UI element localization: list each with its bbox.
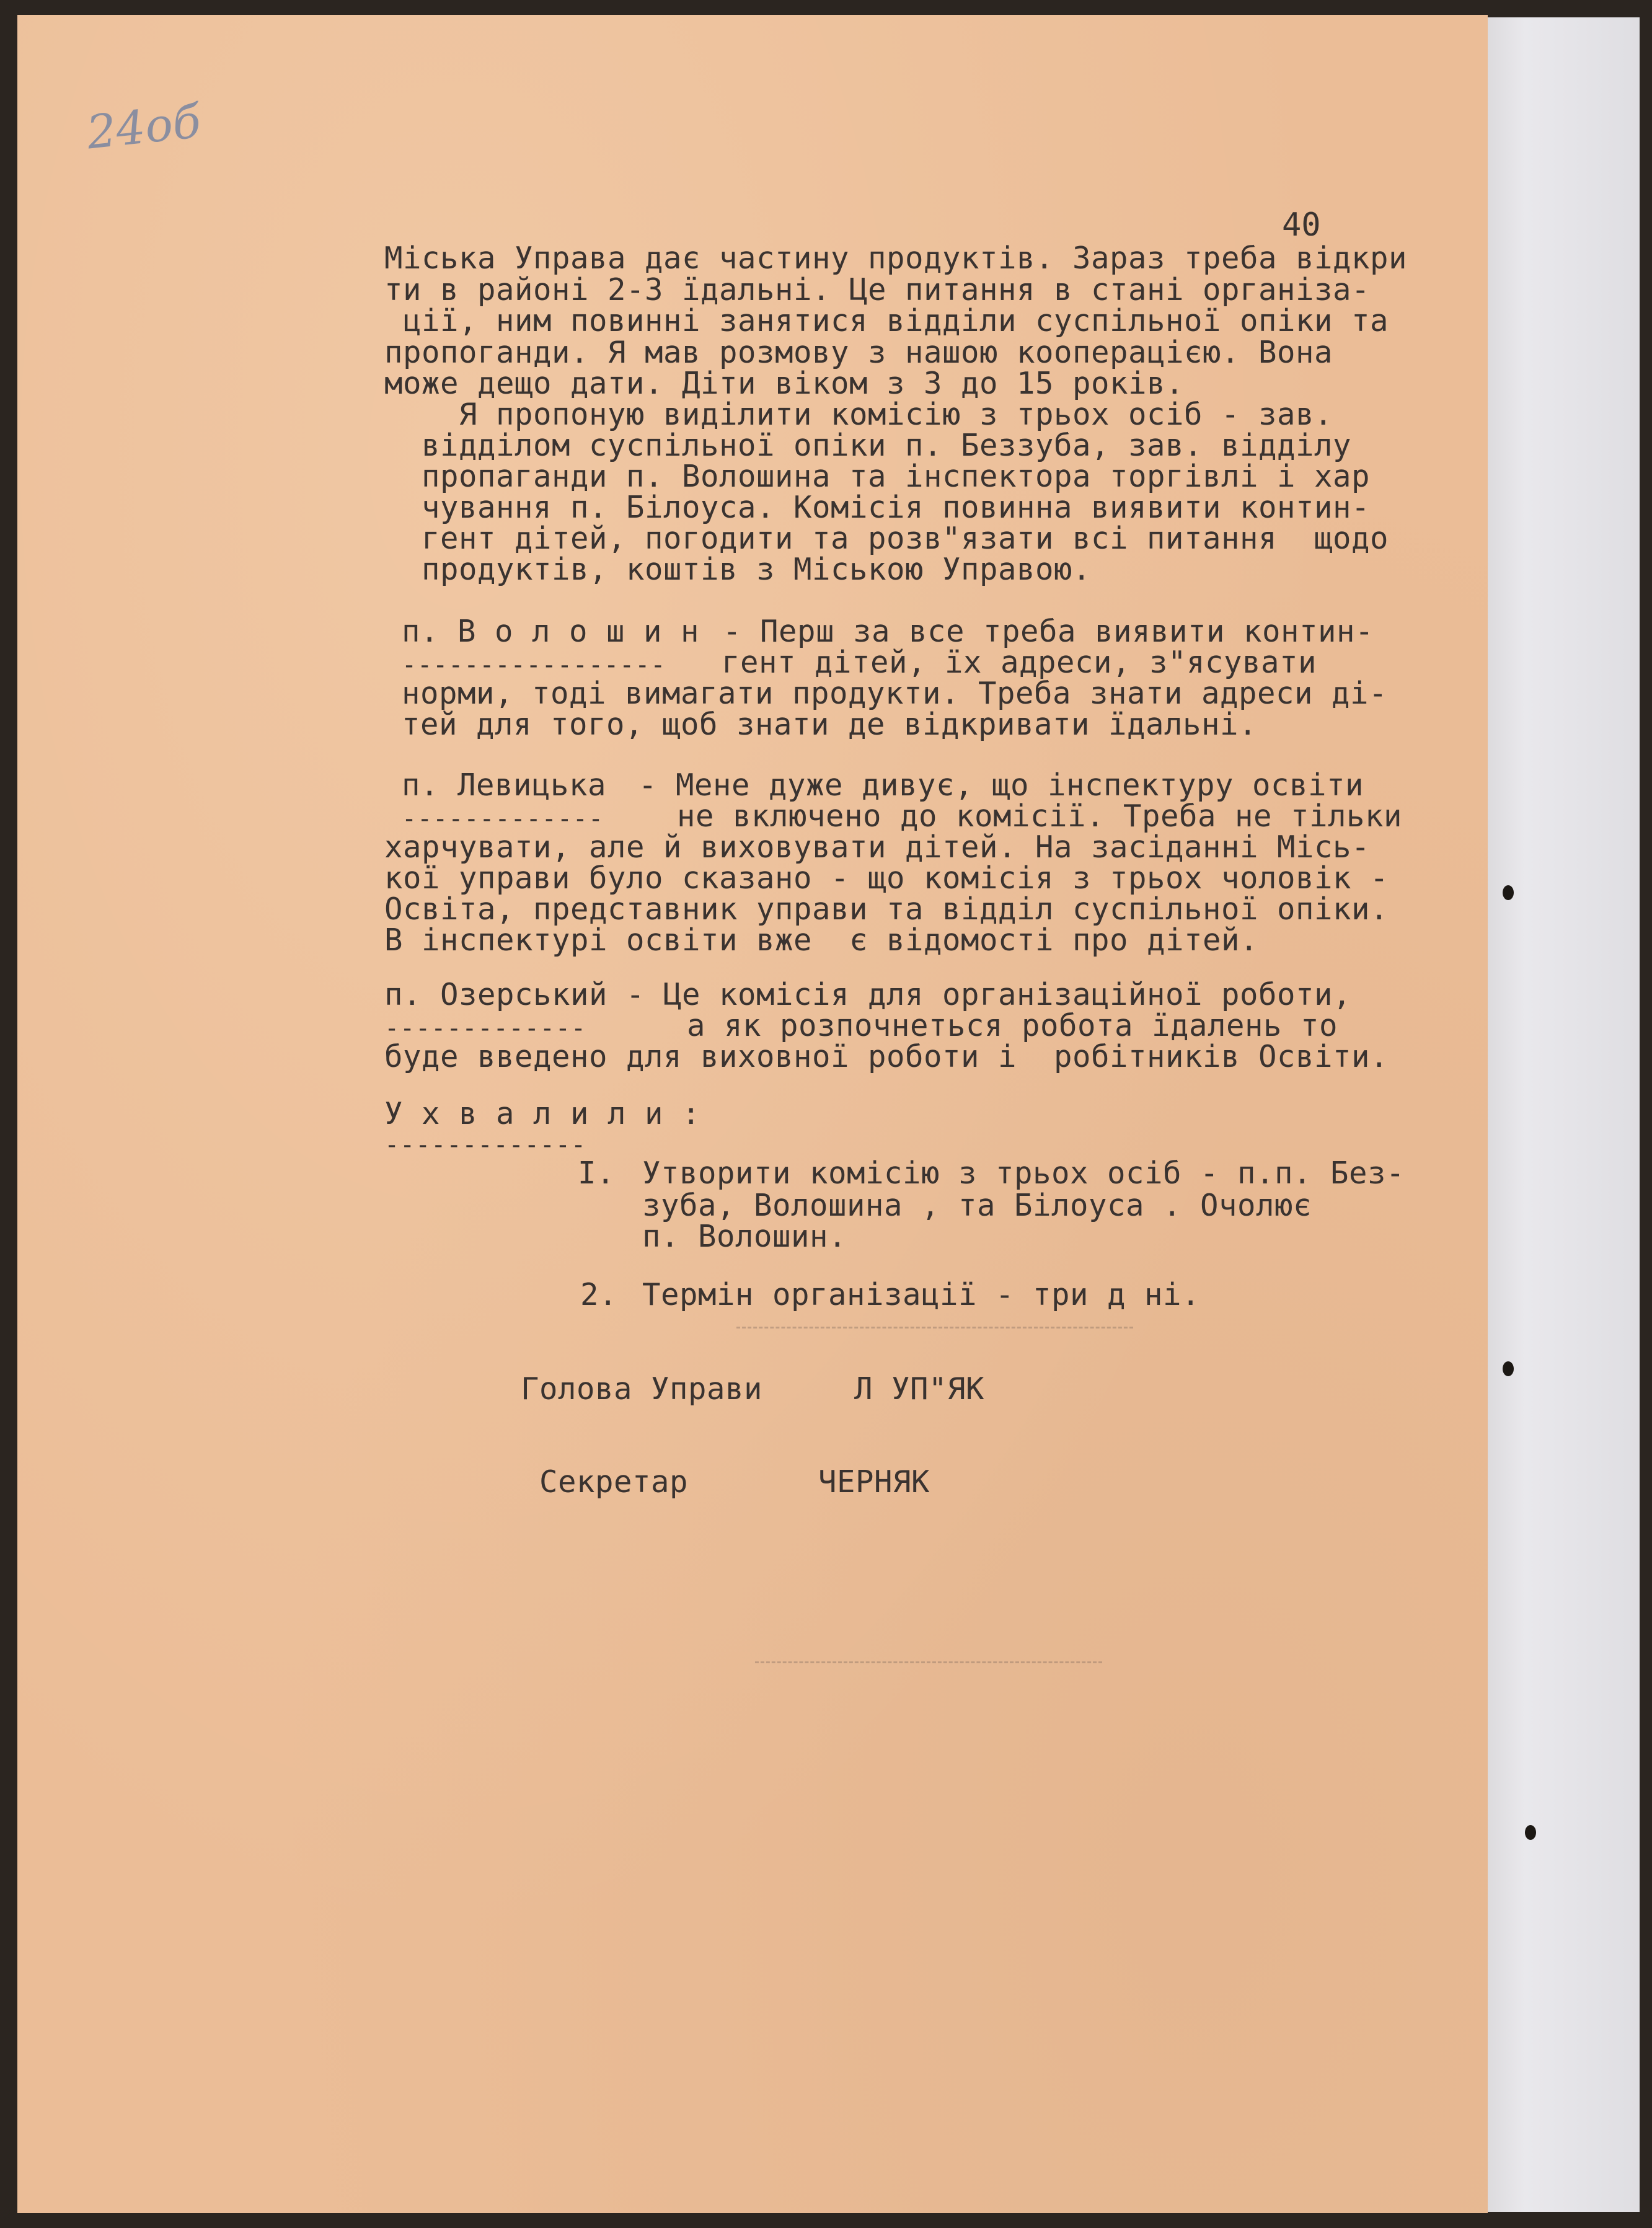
- speaker-name: п. В о л о ш и н: [402, 614, 700, 649]
- text-line: зуба, Волошина , та Білоуса . Очолює: [642, 1188, 1312, 1223]
- text-line: ти в районі 2-3 їдальні. Це питання в стані організа-: [384, 272, 1371, 307]
- speaker-underline: -----------------: [402, 651, 666, 679]
- text-line: Освіта, представник управи та відділ суспільної опіки.: [384, 891, 1389, 927]
- text-line: пропоганди. Я мав розмову з нашою кооперацією. Вона: [384, 335, 1333, 370]
- resolution-heading: У х в а л и л и :: [384, 1096, 701, 1131]
- text-line: В інспектурі освіти вже є відомості про дітей.: [384, 922, 1259, 958]
- text-line: - Мене дуже дивує, що інспектуру освіти: [620, 767, 1364, 803]
- resolution-item-number: I.: [578, 1156, 616, 1191]
- text-line: не включено до комісії. Треба не тільки: [677, 798, 1403, 834]
- text-line: тей для того, щоб знати де відкривати їдальні.: [402, 707, 1258, 742]
- archive-folio-number: 24об: [84, 94, 203, 160]
- text-line: Утворити комісію з трьох осіб - п.п. Без-: [642, 1156, 1405, 1191]
- text-line: чування п. Білоуса. Комісія повинна виявити контин-: [384, 490, 1371, 525]
- secretary-title: Секретар: [539, 1464, 689, 1500]
- faint-separator: [736, 1327, 1133, 1328]
- text-line: буде введено для виховної роботи і робітників Освіти.: [384, 1039, 1389, 1074]
- text-line: Термін організації - три д ні.: [642, 1277, 1201, 1312]
- speaker-underline: -------------: [384, 1014, 587, 1043]
- paper-sheet: [17, 15, 1488, 2213]
- chair-name: Л УП"ЯК: [854, 1371, 985, 1407]
- speaker-name: п. Озерський: [384, 977, 608, 1012]
- resolution-heading-underline: -------------: [384, 1131, 587, 1159]
- text-line: відділом суспільної опіки п. Беззуба, зав. відділу: [384, 428, 1352, 463]
- backing-sheet: [1475, 17, 1640, 2212]
- text-line: може дещо дати. Діти віком з 3 до 15 років.: [384, 366, 1185, 401]
- text-line: продуктів, коштів з Міською Управою.: [384, 552, 1092, 587]
- secretary-name: ЧЕРНЯК: [818, 1464, 930, 1500]
- text-line: п. Волошин.: [642, 1219, 847, 1254]
- speaker-name: п. Левицька: [402, 767, 607, 803]
- text-line: а як розпочнеться робота їдалень то: [687, 1008, 1338, 1043]
- text-line: - Це комісія для організаційної роботи,: [607, 977, 1352, 1012]
- text-line: Я пропоную виділити комісію з трьох осіб - зав.: [384, 397, 1333, 432]
- text-line: ції, ним повинні занятися відділи суспільної опіки та: [384, 303, 1389, 338]
- faint-separator: [755, 1661, 1102, 1663]
- text-line: Міська Управа дає частину продуктів. Зараз треба відкри: [384, 241, 1408, 276]
- text-line: кої управи було сказано - що комісія з трьох чоловік -: [384, 860, 1389, 896]
- resolution-item-number: 2.: [580, 1277, 618, 1312]
- binding-hole: [1503, 885, 1514, 900]
- chair-title: Голова Управи: [521, 1371, 763, 1407]
- speaker-underline: -------------: [402, 805, 604, 833]
- text-line: харчувати, але й виховувати дітей. На засіданні Місь-: [384, 829, 1371, 865]
- text-line: пропаганди п. Волошина та інспектора торгівлі і хар: [384, 459, 1371, 494]
- binding-hole: [1525, 1825, 1536, 1840]
- text-line: гент дітей, їх адреси, з"ясувати: [722, 645, 1317, 680]
- text-line: - Перш за все треба виявити контин-: [704, 614, 1374, 649]
- page-number: 40: [1282, 206, 1321, 244]
- binding-hole: [1503, 1361, 1514, 1376]
- text-line: гент дітей, погодити та розв"язати всі питання щодо: [384, 521, 1389, 556]
- text-line: норми, тоді вимагати продукти. Треба знати адреси ді-: [402, 676, 1388, 711]
